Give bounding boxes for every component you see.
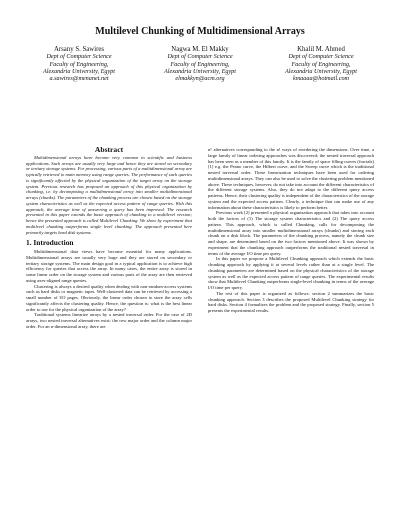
author-name: Khalil M. Ahmed bbox=[297, 46, 345, 53]
author-email[interactable]: kmaaaa@hotmail.com bbox=[292, 75, 350, 83]
intro-paragraph-3: Traditional systems linearize arrays by a nested traversal order. For the case of 2D arrays, two nested traversal alternatives exist: the row major order and the column major order. For an n-dimensional array, there are bbox=[26, 312, 192, 329]
abstract-heading: Abstract bbox=[94, 145, 124, 154]
author-faculty: Faculty of Engineering, bbox=[291, 60, 351, 68]
body-paragraph-1: n! alternatives corresponding to the n! ways of reordering the dimensions. Over time, a large family of linear ordering approaches was discovered; the nested traversal approach has been seen as a member of this family. It is the family of space filling curves (fractals) [1] e.g. the Peano curve, the Hilbert curve, and the Sweep curve which is the traditional nested traversal order. These linearization techniques have been used for ordering multidimensional arrays. They can also be used to solve the clustering problem mentioned above. These techniques, however, do not take into account the different characteristics of the different storage systems. Also, they do not adapt to the different query access patterns. Hence, their clustering quality is independent of the characteristics of the storage system and the expected access pattern. Clearly, a technique that can make use of any information about these characteristics is likely to perform better. bbox=[208, 147, 374, 210]
paper-title: Multilevel Chunking of Multidimensional Arrays bbox=[95, 26, 305, 37]
author-email[interactable]: elmakkyn@acm.org bbox=[175, 75, 225, 83]
intro-paragraph-2: Clustering is always a desired quality when dealing with non-random-access systems such as hard disks or magnetic tapes. Well-clustered data can be retrieved by accessing a small number of I/O pages. Obviously, the linear order chosen to store the array cells significantly affects the clustering quality. Hence, the question is: what is the best linear order to use for the physical organization of the array? bbox=[26, 283, 192, 312]
body-paragraph-4: The rest of this paper is organized as follows: section 2 summarizes the basic chunking approach. Section 3 describes the proposed Multilevel Chunking strategy for hard disks. Section 4 formalizes the problem and the proposed strategy. Finally, section 5 presents the experimental results. bbox=[208, 290, 374, 313]
author-1 bbox=[20, 46, 138, 82]
author-faculty: Faculty of Engineering, bbox=[170, 60, 230, 68]
author-university: Alexandria University, Egypt bbox=[285, 67, 357, 75]
author-3 bbox=[262, 46, 380, 82]
author-name: Nagwa M. El Makky bbox=[171, 46, 229, 53]
author-dept: Dept of Computer Science bbox=[288, 53, 354, 61]
body-paragraph-2: Previous work [2] presented a physical organization approach that takes into account both the factors of (1) The storage system characteristics and (2) The query access pattern. This approach, which is called Chunking, calls for decomposing the multidimensional array into smaller multidimensional arrays (chunks) and storing each chunk on a disk block. The parameters of the chunking process, namely the chunk size and shape, are determined based on the two factors mentioned above. It was shown by experiment that the chunking approach outperforms the traditional nested traversal in terms of the average I/O time per query. bbox=[208, 210, 374, 256]
author-university: Alexandria University, Egypt bbox=[43, 67, 115, 75]
abstract-text: Multidimensional arrays have become very common in scientific and business applications. Such arrays are usually very large and hence they are stored on secondary or tertiary storage systems. For processing, various parts of a multidimensional array are typically retrieved to main memory using range queries. The performance of such queries is significantly affected by the physical organization of the target array on the storage system. Previous research has proposed an approach of this physical organization by chunking, i.e. by decomposing a multidimensional array into smaller multidimensional arrays (chunks). The parameters of the chunking process are chosen based on the storage system characteristics as well as the expected access pattern of range queries. With this approach, the average time of answering a query has been improved. The research presented in this paper extends the basic approach of chunking to a multilevel version; hence the presented approach is called Multilevel Chunking. We show by experiment that multilevel chunking outperforms single level chunking. The approach presented here primarily targets hard disk systems. bbox=[26, 154, 192, 235]
author-dept: Dept of Computer Science bbox=[46, 53, 112, 61]
author-2 bbox=[141, 46, 259, 82]
author-faculty: Faculty of Engineering, bbox=[49, 60, 109, 68]
right-column bbox=[208, 147, 374, 314]
author-block bbox=[20, 46, 380, 82]
author-name: Arsany S. Sawires bbox=[53, 46, 105, 53]
body-paragraph-3: In this paper we propose a Multilevel Chunking approach which extends the basic chunking approach by applying it at several levels rather than at a single level. The chunking parameters are determined based on the physical characteristics of the storage system as well as the expected access pattern of range queries. The experimental results show that Multilevel Chunking outperforms single-level chunking in terms of the average I/O time per query. bbox=[208, 256, 374, 290]
author-university: Alexandria University, Egypt bbox=[164, 67, 236, 75]
author-dept: Dept of Computer Science bbox=[167, 53, 233, 61]
intro-paragraph-1: Multidimensional data views have become essential for many applications. Multidimensional arrays are usually very large and they are stored on secondary or tertiary storage systems. The main design goal in a typical application is to achieve high efficiency for queries that access the array. In many cases, the entire array is stored in some linear order on the storage system and various parts of the array are then retrieved using axes-aligned range queries. bbox=[26, 249, 192, 283]
author-email[interactable]: a.sawires@menanet.net bbox=[49, 75, 109, 83]
intro-heading: 1. Introduction bbox=[26, 238, 74, 248]
left-column bbox=[26, 147, 192, 330]
